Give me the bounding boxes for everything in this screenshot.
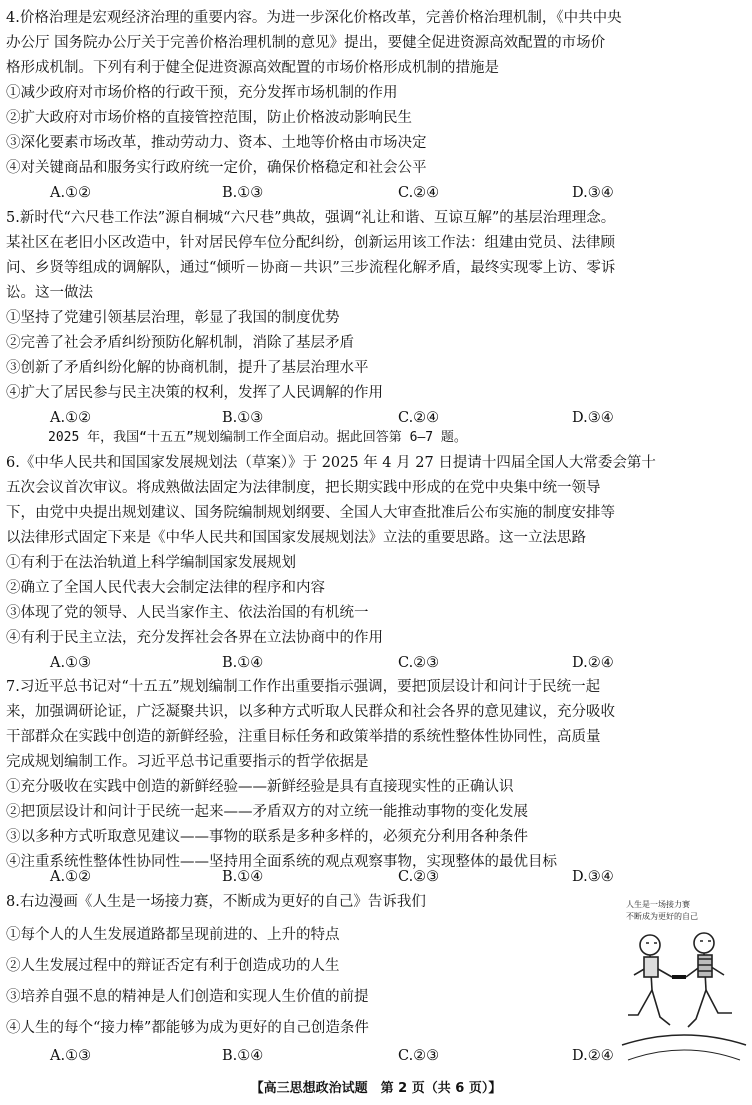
q5-item-3: ③创新了矛盾纠纷化解的协商机制，提升了基层治理水平 [6, 360, 369, 376]
q5-option-a[interactable]: A.①② [50, 410, 92, 426]
q5-item-2: ②完善了社会矛盾纠纷预防化解机制，消除了基层矛盾 [6, 335, 354, 351]
q8-item-1: ①每个人的人生发展道路都呈现前进的、上升的特点 [6, 927, 340, 943]
q7-option-d[interactable]: D.③④ [572, 869, 614, 885]
q6-item-4: ④有利于民主立法，充分发挥社会各界在立法协商中的作用 [6, 630, 383, 646]
q4-options [50, 182, 740, 204]
q6-item-3: ③体现了党的领导、人民当家作主、依法治国的有机统一 [6, 605, 369, 621]
q6-stem-line-1: 6.《中华人民共和国国家发展规划法（草案）》于 2025 年 4 月 27 日提请十四届全国人大常委会第十 [6, 455, 656, 471]
q7-option-c[interactable]: C.②③ [398, 869, 440, 885]
q7-item-3: ③以多种方式听取意见建议——事物的联系是多种多样的，必须充分利用各种条件 [6, 829, 528, 845]
q4-option-a[interactable]: A.①② [50, 185, 92, 201]
q4-option-c[interactable]: C.②④ [398, 185, 440, 201]
q5-item-1: ①坚持了党建引领基层治理，彰显了我国的制度优势 [6, 310, 340, 326]
q4-stem-line-1: 4.价格治理是宏观经济治理的重要内容。为进一步深化价格改革，完善价格治理机制，《中共中央 [6, 10, 622, 26]
runner-left-figure [628, 935, 672, 1025]
relay-race-cartoon [620, 895, 748, 1080]
q4-option-b[interactable]: B.①③ [222, 185, 264, 201]
q6-option-a[interactable]: A.①③ [50, 655, 92, 671]
page-footer: 【高三思想政治试题 第 2 页（共 6 页）】 [250, 1081, 502, 1096]
q7-item-2: ②把顶层设计和问计于民统一起来——矛盾双方的对立统一能推动事物的变化发展 [6, 804, 528, 820]
q7-item-4: ④注重系统性整体性协同性——坚持用全面系统的观点观察事物，实现整体的最优目标 [6, 854, 557, 870]
q7-stem-line-3: 干部群众在实践中创造的新鲜经验，注重目标任务和政策举措的系统性整体性协同性，高质量 [6, 729, 601, 745]
q8-stem-line-1: 8.右边漫画《人生是一场接力赛，不断成为更好的自己》告诉我们 [6, 894, 426, 910]
q7-option-b[interactable]: B.①④ [222, 869, 264, 885]
q5-options [50, 407, 740, 429]
q5-item-4: ④扩大了居民参与民主决策的权利，发挥了人民调解的作用 [6, 385, 383, 401]
q4-option-d[interactable]: D.③④ [572, 185, 614, 201]
q6-option-b[interactable]: B.①④ [222, 655, 264, 671]
q5-option-b[interactable]: B.①③ [222, 410, 264, 426]
q5-stem-line-1: 5.新时代“六尺巷工作法”源自桐城“六尺巷”典故，强调“礼让和谐、互谅互解”的基层治理理念。 [6, 210, 616, 226]
q4-item-4: ④对关键商品和服务实行政府统一定价，确保价格稳定和社会公平 [6, 160, 427, 176]
q6-stem-line-2: 五次会议首次审议。将成熟做法固定为法律制度，把长期实践中形成的在党中央集中统一领导 [6, 480, 601, 496]
q7-item-1: ①充分吸收在实践中创造的新鲜经验——新鲜经验是具有直接现实性的正确认识 [6, 779, 514, 795]
q5-option-d[interactable]: D.③④ [572, 410, 614, 426]
q6-item-2: ②确立了全国人民代表大会制定法律的程序和内容 [6, 580, 325, 596]
q4-item-2: ②扩大政府对市场价格的直接管控范围，防止价格波动影响民生 [6, 110, 412, 126]
q7-options [50, 866, 740, 888]
q7-stem-line-2: 来，加强调研论证，广泛凝聚共识，以多种方式听取人民群众和社会各界的意见建议，充分吸收 [6, 704, 615, 720]
q8-item-3: ③培养自强不息的精神是人们创造和实现人生价值的前提 [6, 989, 369, 1005]
cartoon-caption-line-2: 不断成为更好的自己 [626, 912, 698, 921]
q8-item-2: ②人生发展过程中的辩证否定有利于创造成功的人生 [6, 958, 340, 974]
cartoon-caption-line-1: 人生是一场接力赛 [626, 900, 690, 909]
q6-7-intro: 2025 年，我国“十五五”规划编制工作全面启动。据此回答第 6—7 题。 [48, 430, 467, 445]
q5-stem-line-3: 问、乡贤等组成的调解队，通过“倾听－协商－共识”三步流程化解矛盾，最终实现零上访、零诉 [6, 260, 616, 276]
runner-right-figure [686, 933, 732, 1027]
q6-option-c[interactable]: C.②③ [398, 655, 440, 671]
q6-options [50, 652, 740, 674]
q7-option-a[interactable]: A.①② [50, 869, 92, 885]
q6-stem-line-4: 以法律形式固定下来是《中华人民共和国国家发展规划法》立法的重要思路。这一立法思路 [6, 530, 586, 546]
q4-stem-line-3: 格形成机制。下列有利于健全促进资源高效配置的市场价格形成机制的措施是 [6, 60, 499, 76]
q8-option-a[interactable]: A.①③ [50, 1048, 92, 1064]
q4-item-3: ③深化要素市场改革，推动劳动力、资本、土地等价格由市场决定 [6, 135, 427, 151]
q5-stem-line-4: 讼。这一做法 [6, 285, 93, 301]
q8-item-4: ④人生的每个“接力棒”都能够为成为更好的自己创造条件 [6, 1020, 369, 1036]
q5-stem-line-2: 某社区在老旧小区改造中，针对居民停车位分配纠纷，创新运用该工作法：组建由党员、法律顾 [6, 235, 615, 251]
q4-item-1: ①减少政府对市场价格的行政干预，充分发挥市场机制的作用 [6, 85, 398, 101]
q7-stem-line-1: 7.习近平总书记对“十五五”规划编制工作作出重要指示强调，要把顶层设计和问计于民统一起 [6, 679, 601, 695]
q8-option-b[interactable]: B.①④ [222, 1048, 264, 1064]
q6-stem-line-3: 下，由党中央提出规划建议、国务院编制规划纲要、全国人大审查批准后公布实施的制度安排等 [6, 505, 615, 521]
q6-item-1: ①有利于在法治轨道上科学编制国家发展规划 [6, 555, 296, 571]
q7-stem-line-4: 完成规划编制工作。习近平总书记重要指示的哲学依据是 [6, 754, 369, 770]
q6-option-d[interactable]: D.②④ [572, 655, 614, 671]
baton-icon [672, 975, 686, 979]
q4-stem-line-2: 办公厅 国务院办公厅关于完善价格治理机制的意见》提出，要健全促进资源高效配置的市场价 [6, 35, 606, 51]
q8-option-d[interactable]: D.②④ [572, 1048, 614, 1064]
q5-option-c[interactable]: C.②④ [398, 410, 440, 426]
q8-option-c[interactable]: C.②③ [398, 1048, 440, 1064]
